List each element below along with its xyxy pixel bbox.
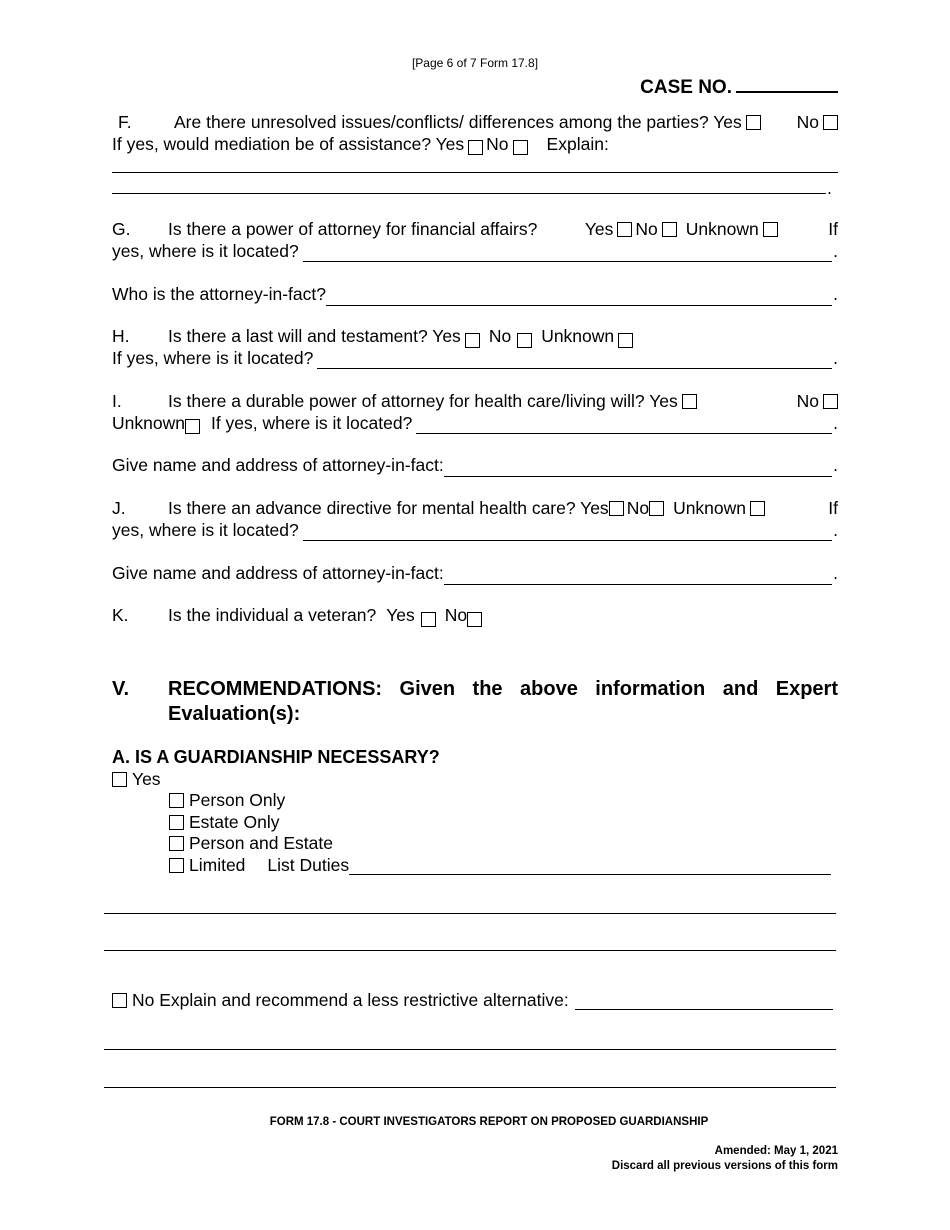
question-i-unknown-checkbox[interactable] [185,419,200,434]
question-i-location-label: If yes, where is it located? [210,412,413,433]
question-f-explain-line-1[interactable] [112,172,838,173]
case-number-label: CASE NO. [640,77,732,98]
guardianship-no-option [112,990,833,1011]
question-j-location-line[interactable] [303,524,832,541]
question-k-no-label: No [444,605,468,625]
guardianship-no-checkbox[interactable] [112,993,127,1008]
question-f-period: . [827,178,832,198]
limited-checkbox[interactable] [169,858,184,873]
person-and-estate-checkbox[interactable] [169,836,184,851]
question-g-attorney: Who is the attorney-in-fact? . [112,284,838,304]
question-g-no-checkbox[interactable] [662,222,677,237]
question-i-unknown-label: Unknown [112,412,185,433]
question-f-text: Are there unresolved issues/conflicts/ differences among the parties? Yes [174,112,742,132]
question-h-unknown-label: Unknown [541,326,615,346]
question-j-attorney: Give name and address of attorney-in-fact: . [112,563,838,583]
question-i-attorney-label: Give name and address of attorney-in-fact: [112,455,444,475]
question-g-no-label: No [635,219,658,239]
section-v-heading [112,677,838,727]
question-g: G. Is there a power of attorney for financial affairs? Yes No Unknown If yes, where is it located? . [112,219,838,261]
duties-line-2[interactable] [104,950,836,951]
footer-form-title: FORM 17.8 - COURT INVESTIGATORS REPORT ON PROPOSED GUARDIANSHIP [269,1116,709,1128]
question-g-unknown-checkbox[interactable] [763,222,778,237]
estate-only-label: Estate Only [189,812,280,832]
question-k [112,605,838,627]
question-g-text: Is there a power of attorney for financial affairs? [168,219,538,239]
question-f-mediation-text: If yes, would mediation be of assistance? Yes [112,133,465,154]
question-g-location-label: yes, where is it located? [112,240,299,261]
footer-amended: Amended: May 1, 2021 [714,1145,838,1157]
duties-line-1[interactable] [104,913,836,914]
question-j-unknown-checkbox[interactable] [750,501,765,516]
question-f-label: F. [118,112,132,132]
question-h-no-checkbox[interactable] [517,333,532,348]
question-i-text: Is there a durable power of attorney for health care/living will? Yes [168,391,678,411]
question-j: J. Is there an advance directive for mental health care? Yes No Unknown If yes, where is it located? . [112,498,838,540]
question-i-attorney: Give name and address of attorney-in-fact: . [112,455,838,475]
question-f-explain-label: Explain: [546,133,609,154]
list-duties-label: List Duties [267,855,350,875]
question-k-yes-label: Yes [386,605,415,625]
alternative-line[interactable] [575,992,833,1010]
question-i-no-label: No [796,391,819,411]
guardianship-yes-option [112,769,161,790]
section-v-title: RECOMMENDATIONS: Given the above information and Expert Evaluation(s): [168,678,838,725]
question-h: H. Is there a last will and testament? Yes No Unknown If yes, where is it located? . [112,326,838,368]
question-h-label: H. [112,326,130,346]
question-f-no-checkbox[interactable] [823,115,838,130]
question-j-no-checkbox[interactable] [649,501,664,516]
question-g-location-line[interactable] [303,245,832,262]
question-k-label: K. [112,605,129,625]
question-i-location-line[interactable] [416,417,832,434]
question-j-attorney-line[interactable] [444,568,832,585]
question-j-text: Is there an advance directive for mental health care? Yes [168,498,609,518]
question-g-unknown-label: Unknown [685,219,759,239]
question-k-yes-checkbox[interactable] [421,612,436,627]
case-number-field[interactable] [736,73,838,93]
question-g-yes-label: Yes [584,219,614,239]
person-and-estate-label: Person and Estate [189,833,333,853]
question-i-no-checkbox[interactable] [823,394,838,409]
question-f-mediation-yes-checkbox[interactable] [468,140,483,155]
question-f-mediation-no-checkbox[interactable] [513,140,528,155]
section-v-number: V. [112,678,130,700]
question-f [112,112,838,155]
question-i-label: I. [112,391,122,411]
question-i: I. Is there a durable power of attorney for health care/living will? Yes No Unknown If yes, where is it located? . [112,391,838,433]
guardianship-yes-checkbox[interactable] [112,772,127,787]
question-j-yes-checkbox[interactable] [609,501,624,516]
question-f-yes-checkbox[interactable] [746,115,761,130]
question-g-attorney-line[interactable] [326,289,832,306]
question-g-label: G. [112,219,131,239]
case-number [640,73,838,99]
question-h-text: Is there a last will and testament? Yes [168,326,461,346]
question-h-location-line[interactable] [317,352,832,369]
question-f-mediation-no-label: No [486,133,509,154]
option-limited [169,855,831,876]
question-j-label: J. [112,498,126,518]
estate-only-checkbox[interactable] [169,815,184,830]
question-j-attorney-label: Give name and address of attorney-in-fact: [112,563,444,583]
question-k-no-checkbox[interactable] [467,612,482,627]
question-h-yes-checkbox[interactable] [465,333,480,348]
question-i-attorney-line[interactable] [444,460,832,477]
person-only-label: Person Only [189,790,286,810]
question-f-no-label: No [796,112,819,132]
alternative-line-2[interactable] [104,1087,836,1088]
alternative-line-1[interactable] [104,1049,836,1050]
question-h-location-label: If yes, where is it located? [112,347,314,368]
page-label: [Page 6 of 7 Form 17.8] [411,56,539,70]
question-i-yes-checkbox[interactable] [682,394,697,409]
limited-label: Limited [189,855,246,875]
question-h-unknown-checkbox[interactable] [618,333,633,348]
question-j-location-label: yes, where is it located? [112,519,299,540]
question-g-yes-checkbox[interactable] [617,222,632,237]
option-estate-only [169,812,279,833]
question-h-no-label: No [488,326,512,346]
question-k-text: Is the individual a veteran? [168,605,377,625]
person-only-checkbox[interactable] [169,793,184,808]
question-f-explain-line-2[interactable] [112,193,826,194]
question-j-unknown-label: Unknown [673,498,747,518]
question-j-no-label: No [626,498,650,518]
guardianship-yes-label: Yes [132,769,161,789]
footer-discard-notice: Discard all previous versions of this form [611,1160,838,1172]
question-g-if: If [828,219,838,239]
guardianship-no-label: No Explain and recommend a less restrictive alternative: [132,990,569,1010]
list-duties-line[interactable] [349,857,831,875]
question-g-attorney-label: Who is the attorney-in-fact? [112,284,326,304]
question-j-if: If [828,498,838,518]
option-person-only [169,790,285,811]
guardianship-necessary-heading: A. IS A GUARDIANSHIP NECESSARY? [112,747,440,767]
option-person-and-estate [169,833,333,854]
